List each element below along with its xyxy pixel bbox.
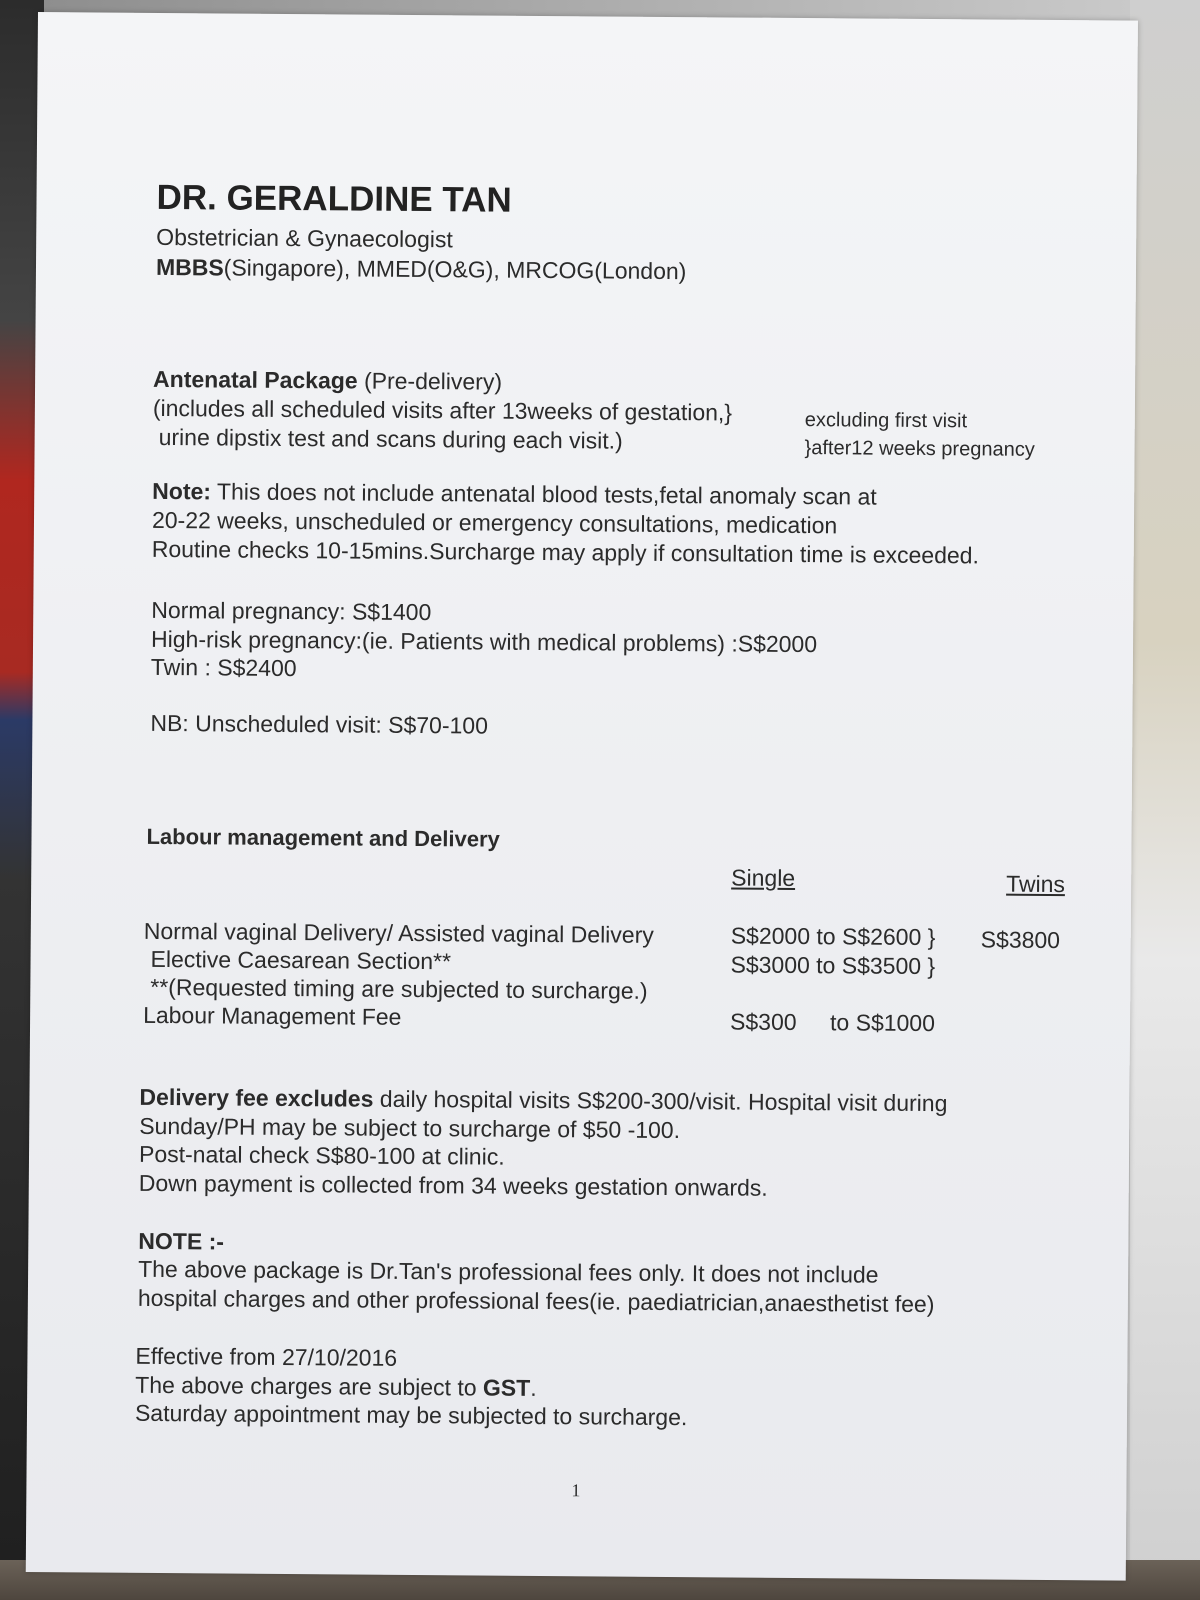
labour-row-caesarean-single: S$3000 to S$3500 } xyxy=(730,951,936,980)
delivery-fee-line1-text: daily hospital visits S$200-300/visit. Hospital visit during xyxy=(373,1085,948,1117)
page-number: 1 xyxy=(571,1480,581,1501)
note-line1: The above package is Dr.Tan's professional fees only. It does not include xyxy=(138,1255,879,1288)
labour-title: Labour management and Delivery xyxy=(146,823,500,852)
qualifications-bold: MBBS xyxy=(155,253,224,281)
labour-row-normal-single: S$2000 to S$2600 } xyxy=(730,922,936,951)
delivery-fee-line3: Post-natal check S$80-100 at clinic. xyxy=(138,1140,505,1170)
antenatal-title xyxy=(153,365,502,396)
antenatal-note-line1 xyxy=(152,477,877,511)
gst-line xyxy=(135,1371,537,1402)
qualifications-rest: (Singapore), MMED(O&G), MRCOG(London) xyxy=(223,254,687,285)
fee-sheet xyxy=(26,12,1138,1581)
labour-row-management-to: to S$1000 xyxy=(829,1009,936,1037)
labour-row-caesarean-label: Elective Caesarean Section** xyxy=(150,945,452,975)
delivery-fee-line2: Sunday/PH may be subject to surcharge of $50 -100. xyxy=(139,1112,681,1144)
col-single-header: Single xyxy=(731,864,796,891)
labour-row-normal-label: Normal vaginal Delivery/ Assisted vaginal Delivery xyxy=(143,917,654,948)
antenatal-note-line2: 20-22 weeks, unscheduled or emergency consultations, medication xyxy=(151,506,838,539)
antenatal-title-rest: (Pre-delivery) xyxy=(357,367,503,395)
labour-row-management-label: Labour Management Fee xyxy=(143,1001,402,1030)
note-line1-text: This does not include antenatal blood tests,fetal anomaly scan at xyxy=(210,478,877,510)
gst-bold: GST xyxy=(482,1374,531,1401)
col-twins-header: Twins xyxy=(1006,870,1066,898)
delivery-fee-bold: Delivery fee excludes xyxy=(139,1083,374,1112)
gst-suffix: . xyxy=(530,1374,537,1401)
specialty: Obstetrician & Gynaecologist xyxy=(156,223,453,253)
antenatal-includes-line2: urine dipstix test and scans during each visit.) xyxy=(158,423,623,454)
antenatal-includes-line1: (includes all scheduled visits after 13weeks of gestation,} xyxy=(152,394,733,426)
antenatal-side-note1: excluding first visit xyxy=(804,409,968,433)
price-normal: Normal pregnancy: S$1400 xyxy=(151,596,432,626)
saturday-surcharge: Saturday appointment may be subjected to surcharge. xyxy=(134,1399,688,1431)
unscheduled-visit: NB: Unscheduled visit: S$70-100 xyxy=(150,709,489,739)
antenatal-title-bold: Antenatal Package xyxy=(153,365,358,394)
gst-prefix: The above charges are subject to xyxy=(135,1371,484,1401)
price-high-risk: High-risk pregnancy:(ie. Patients with medical problems) :S$2000 xyxy=(150,625,818,658)
antenatal-side-note2: }after12 weeks pregnancy xyxy=(804,437,1035,461)
delivery-fee-line4: Down payment is collected from 34 weeks gestation onwards. xyxy=(138,1169,768,1201)
effective-date: Effective from 27/10/2016 xyxy=(135,1342,398,1371)
note-title: NOTE :- xyxy=(138,1227,225,1255)
note-label: Note: xyxy=(152,477,212,505)
antenatal-note-line3: Routine checks 10-15mins.Surcharge may apply if consultation time is exceeded. xyxy=(151,535,980,569)
labour-row-normal-twins: S$3800 xyxy=(980,926,1061,954)
background-right-edge xyxy=(1130,0,1200,1600)
price-twin: Twin : S$2400 xyxy=(150,653,297,682)
note-line2: hospital charges and other professional fees(ie. paediatrician,anaesthetist fee) xyxy=(137,1284,935,1318)
qualifications xyxy=(156,253,687,285)
labour-row-surcharge-note: **(Requested timing are subjected to surcharge.) xyxy=(150,973,648,1004)
doctor-name: DR. GERALDINE TAN xyxy=(156,177,512,220)
labour-row-management-from: S$300 xyxy=(729,1008,797,1035)
